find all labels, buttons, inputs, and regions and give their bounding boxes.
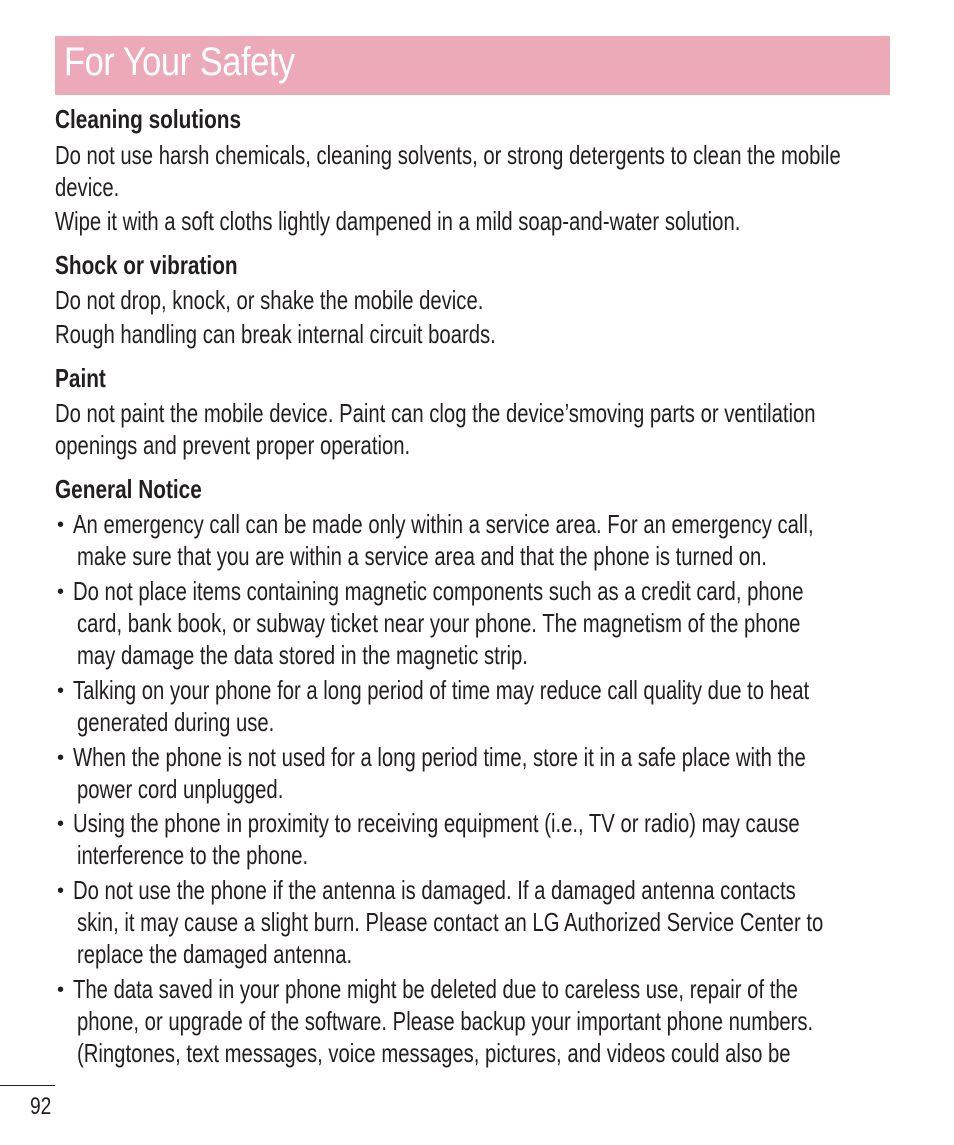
bullet-text: An emergency call can be made only within a service area. For an emergency call, [73, 509, 814, 539]
text-line: device. [55, 172, 120, 202]
bullet-text: generated during use. [77, 707, 275, 737]
heading-shock: Shock or vibration [55, 250, 238, 280]
bullet-text: replace the damaged antenna. [77, 939, 353, 969]
bullet-text: make sure that you are within a service area and that the phone is turned on. [77, 541, 767, 571]
footer-divider [0, 1085, 55, 1086]
heading-general-notice: General Notice [55, 474, 202, 504]
page-title: For Your Safety [64, 40, 295, 84]
bullet-text: Talking on your phone for a long period of time may reduce call quality due to heat [73, 675, 810, 705]
bullet-text: The data saved in your phone might be deleted due to careless use, repair of the [73, 974, 798, 1004]
bullet-icon: • [57, 747, 65, 769]
bullet-icon: • [57, 880, 65, 902]
bullet-text: (Ringtones, text messages, voice messages, pictures, and videos could also be [77, 1038, 791, 1068]
bullet-text: Do not place items containing magnetic components such as a credit card, phone [73, 576, 804, 606]
text-line: Do not use harsh chemicals, cleaning solvents, or strong detergents to clean the mobile [55, 140, 841, 170]
bullet-text: card, bank book, or subway ticket near your phone. The magnetism of the phone [77, 608, 801, 638]
text-line: Rough handling can break internal circuit boards. [55, 319, 496, 349]
bullet-text: phone, or upgrade of the software. Please backup your important phone numbers. [77, 1006, 814, 1036]
bullet-text: interference to the phone. [77, 840, 309, 870]
text-line: Do not drop, knock, or shake the mobile device. [55, 285, 484, 315]
bullet-text: may damage the data stored in the magnetic strip. [77, 640, 528, 670]
bullet-icon: • [57, 581, 65, 603]
bullet-text: Using the phone in proximity to receiving equipment (i.e., TV or radio) may cause [73, 808, 800, 838]
bullet-text: power cord unplugged. [77, 774, 284, 804]
bullet-icon: • [57, 813, 65, 835]
section-banner [55, 36, 890, 95]
text-line: openings and prevent proper operation. [55, 430, 411, 460]
text-line: Wipe it with a soft cloths lightly dampened in a mild soap-and-water solution. [55, 206, 741, 236]
bullet-icon: • [57, 680, 65, 702]
bullet-icon: • [57, 979, 65, 1001]
bullet-text: Do not use the phone if the antenna is damaged. If a damaged antenna contacts [73, 875, 796, 905]
bullet-icon: • [57, 514, 65, 536]
text-line: Do not paint the mobile device. Paint can clog the device’smoving parts or ventilation [55, 398, 816, 428]
bullet-text: When the phone is not used for a long period time, store it in a safe place with the [73, 742, 806, 772]
heading-paint: Paint [55, 363, 106, 393]
page-number: 92 [30, 1093, 52, 1120]
heading-cleaning: Cleaning solutions [55, 104, 242, 134]
bullet-text: skin, it may cause a slight burn. Please contact an LG Authorized Service Center to [77, 907, 824, 937]
